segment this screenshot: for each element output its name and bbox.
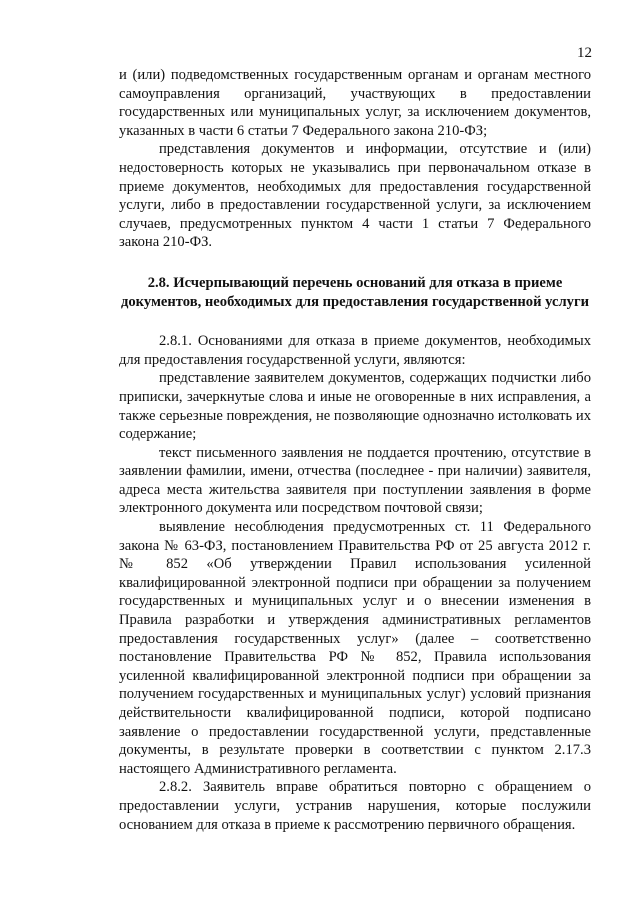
body-paragraph: и (или) подведомственных государственным органам и органам местного самоуправления организаций, участвующих в предоставлении государственных или муниципальных услуг, за исключением документов, указанных в части 6 статьи 7 Федерального закона 210-ФЗ; [119,67,591,139]
body-paragraph: 2.8.1. Основаниями для отказа в приеме документов, необходимых для предоставления государственной услуги, являются: [119,333,591,368]
body-paragraph: выявление несоблюдения предусмотренных ст. 11 Федерального закона № 63-ФЗ, постановлением Правительства РФ от 25 августа 2012 г. № 852 «Об утверждении Правил использования усиленной квалифицированной электронной подписи при обращении за получением государственных и муниципальных услуг и о внесении изменения в Правила разработки и утверждения административных регламентов предоставления государственных услуг» (далее – соответственно постановление Правительства РФ № 852, Правила использования усиленной квалифицированной электронной подписи при обращении за получением государственных и муниципальных услуг) условий признания действительности квалифицированной подписи, которой подписано заявление о предоставлении государственной услуги, представленные документы, в результате проверки в соответствии с пунктом 2.17.3 настоящего Административного регламента. [119,519,591,777]
page-number: 12 [577,45,592,61]
body-paragraph: текст письменного заявления не поддается прочтению, отсутствие в заявлении фамилии, имени, отчества (последнее - при наличии) заявителя, адреса места жительства заявителя при поступлении заявления в форме электронного документа или посредством почтовой связи; [119,444,591,517]
body-paragraph: представления документов и информации, отсутствие и (или) недостоверность которых не указывались при первоначальном отказе в приеме документов, необходимых для предоставления государственной услуги, либо в предоставлении государственной услуги, за исключением случаев, предусмотренных пунктом 4 части 1 статьи 7 Федерального закона 210-ФЗ. [119,141,591,251]
section-heading: 2.8. Исчерпывающий перечень оснований для отказа в приеме документов, необходимых для предоставления государственной услуги [121,274,589,310]
document-body [119,66,591,834]
body-paragraph: представление заявителем документов, содержащих подчистки либо приписки, зачеркнутые слова и иные не оговоренные в них исправления, а также серьезные повреждения, не позволяющие однозначно истолковать их содержание; [119,370,591,443]
body-paragraph: 2.8.2. Заявитель вправе обратиться повторно с обращением о предоставлении услуги, устранив нарушения, которые послужили основанием для отказа в приеме к рассмотрению первичного обращения. [119,779,591,833]
